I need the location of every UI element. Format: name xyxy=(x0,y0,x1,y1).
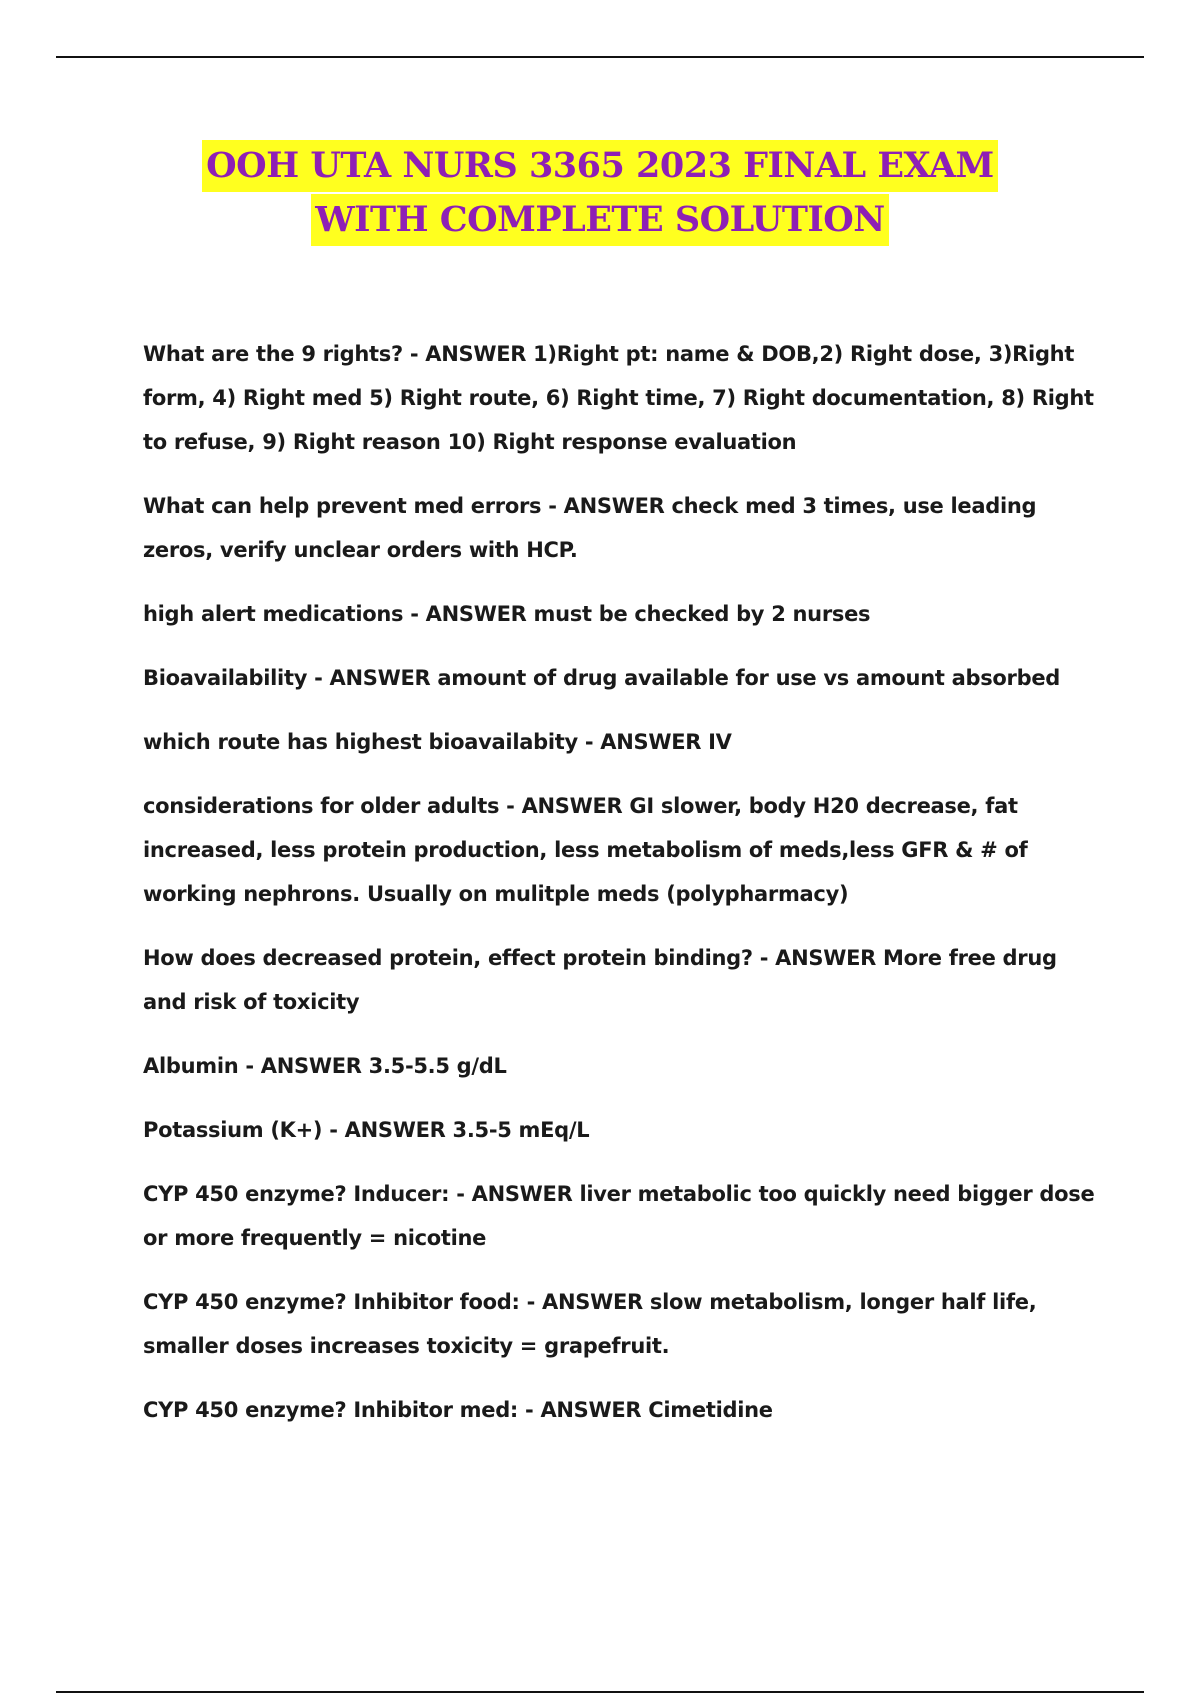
document-title xyxy=(0,140,1200,248)
title-line-1: OOH UTA NURS 3365 2023 FINAL EXAM xyxy=(202,140,998,192)
qa-item-highest-bioavailability: which route has highest bioavailabity - ANSWER IV xyxy=(143,730,732,754)
qa-item-bioavailability: Bioavailability - ANSWER amount of drug available for use vs amount absorbed xyxy=(143,666,1060,690)
qa-item-high-alert-meds: high alert medications - ANSWER must be checked by 2 nurses xyxy=(143,602,871,626)
top-rule xyxy=(56,56,1144,58)
qa-item-older-adults: considerations for older adults - ANSWER GI slower, body H20 decrease, fat increased, less protein production, less metabolism of meds,less GFR & # of working nephrons. Usually on mulitple meds (polypharmacy) xyxy=(143,794,1028,906)
qa-item-protein-binding: How does decreased protein, effect protein binding? - ANSWER More free drug and risk of toxicity xyxy=(143,946,1057,1014)
qa-item-potassium: Potassium (K+) - ANSWER 3.5-5 mEq/L xyxy=(143,1118,590,1142)
qa-item-nine-rights: What are the 9 rights? - ANSWER 1)Right pt: name & DOB,2) Right dose, 3)Right form, 4) Right med 5) Right route, 6) Right time, 7) Right documentation, 8) Right to refuse, 9) Right reason 10) Right response evaluation xyxy=(143,342,1094,454)
qa-list xyxy=(143,332,1103,1452)
qa-item-cyp450-inhibitor-med: CYP 450 enzyme? Inhibitor med: - ANSWER Cimetidine xyxy=(143,1398,773,1422)
qa-item-cyp450-inducer: CYP 450 enzyme? Inducer: - ANSWER liver metabolic too quickly need bigger dose or more frequently = nicotine xyxy=(143,1182,1095,1250)
qa-item-cyp450-inhibitor-food: CYP 450 enzyme? Inhibitor food: - ANSWER slow metabolism, longer half life, smaller doses increases toxicity = grapefruit. xyxy=(143,1290,1037,1358)
qa-item-prevent-med-errors: What can help prevent med errors - ANSWER check med 3 times, use leading zeros, verify unclear orders with HCP. xyxy=(143,494,1037,562)
title-line-2: WITH COMPLETE SOLUTION xyxy=(311,194,888,246)
bottom-rule xyxy=(56,1691,1144,1693)
qa-item-albumin: Albumin - ANSWER 3.5-5.5 g/dL xyxy=(143,1054,507,1078)
